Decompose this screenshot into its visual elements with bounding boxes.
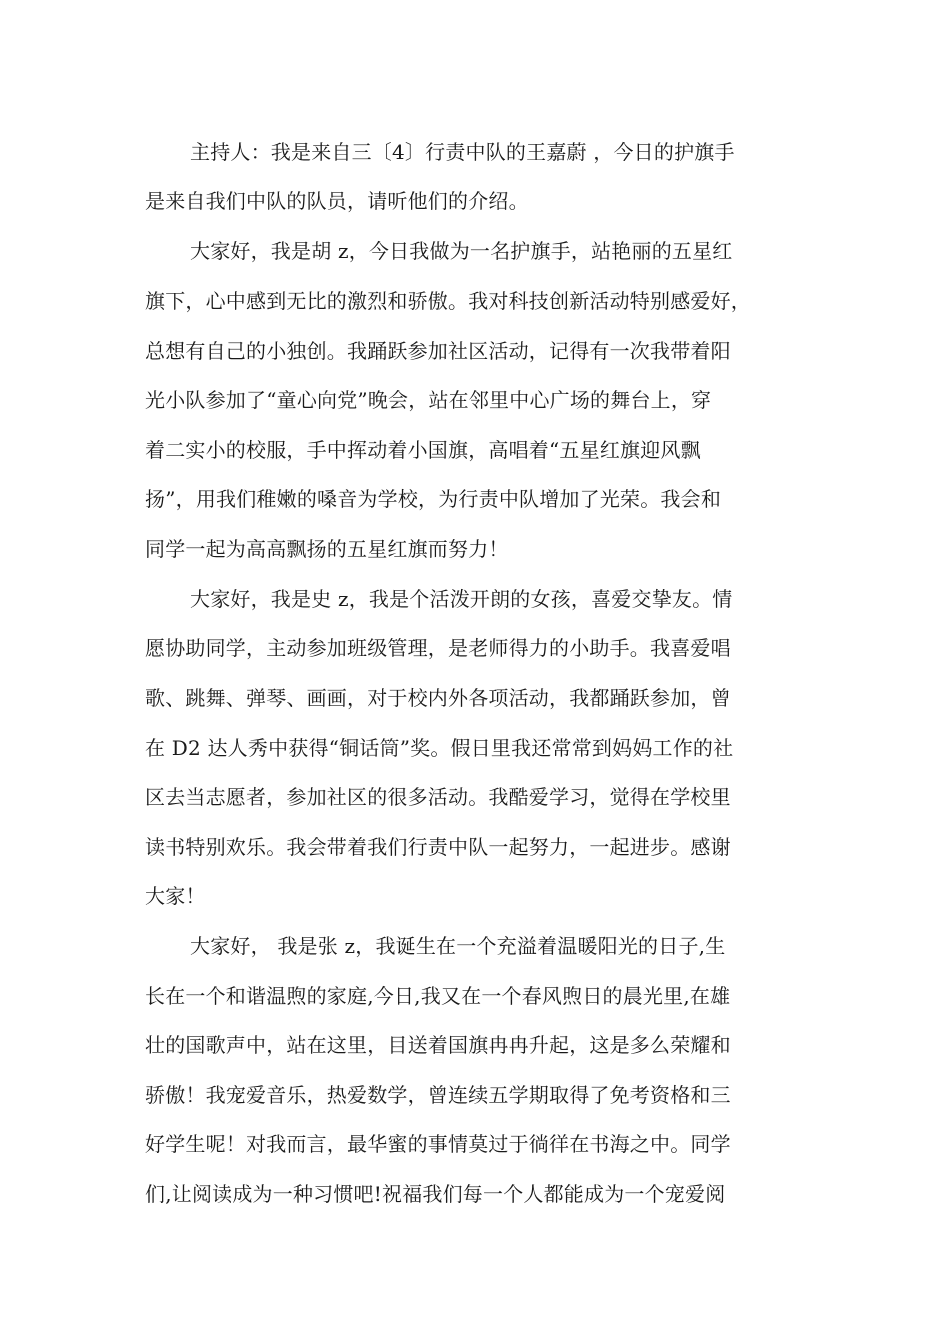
text-line: 在 D2 达人秀中获得“铜话筒”奖。假日里我还常常到妈妈工作的社: [145, 736, 734, 760]
text-line: 好学生呢！对我而言，最华蜜的事情莫过于徜徉在书海之中。同学: [145, 1132, 731, 1156]
text-line: 长在一个和谐温煦的家庭,今日,我又在一个春风煦日的晨光里,在雄: [145, 984, 731, 1008]
text-line: 同学一起为高高飘扬的五星红旗而努力！: [145, 537, 509, 561]
text-line: 总想有自己的小独创。我踊跃参加社区活动，记得有一次我带着阳: [145, 339, 731, 363]
text-line: 着二实小的校服，手中挥动着小国旗，高唱着“五星红旗迎风飘: [145, 438, 701, 462]
text-line: 壮的国歌声中，站在这里，目送着国旗冉冉升起，这是多么荣耀和: [145, 1033, 731, 1057]
text-line: 大家好， 我是张 z，我诞生在一个充溢着温暖阳光的日子,生: [190, 934, 726, 958]
text-line: 旗下，心中感到无比的激烈和骄傲。我对科技创新活动特别感爱好，: [145, 289, 751, 313]
text-line: 区去当志愿者，参加社区的很多活动。我酷爱学习，觉得在学校里: [145, 785, 731, 809]
text-line: 大家！: [145, 884, 206, 908]
text-line: 读书特别欢乐。我会带着我们行责中队一起努力，一起进步。感谢: [145, 835, 731, 859]
text-line: 们,让阅读成为一种习惯吧!祝福我们每一个人都能成为一个宠爱阅: [145, 1182, 726, 1206]
text-line: 骄傲！我宠爱音乐，热爱数学，曾连续五学期取得了免考资格和三: [145, 1083, 731, 1107]
text-line: 扬”，用我们稚嫩的嗓音为学校，为行责中队增加了光荣。我会和: [145, 487, 722, 511]
text-line: 主持人：我是来自三〔4〕行责中队的王嘉蔚 ，今日的护旗手: [190, 140, 735, 164]
text-line: 是来自我们中队的队员，请听他们的介绍。: [145, 189, 529, 213]
text-line: 大家好，我是胡 z，今日我做为一名护旗手，站艳丽的五星红: [190, 239, 733, 263]
text-line: 光小队参加了“童心向党”晚会，站在邻里中心广场的舞台上，穿: [145, 388, 712, 412]
text-line: 大家好，我是史 z，我是个活泼开朗的女孩，喜爱交挚友。情: [190, 587, 733, 611]
text-line: 歌、跳舞、弹琴、画画，对于校内外各项活动，我都踊跃参加，曾: [145, 686, 731, 710]
text-line: 愿协助同学，主动参加班级管理，是老师得力的小助手。我喜爱唱: [145, 636, 731, 660]
